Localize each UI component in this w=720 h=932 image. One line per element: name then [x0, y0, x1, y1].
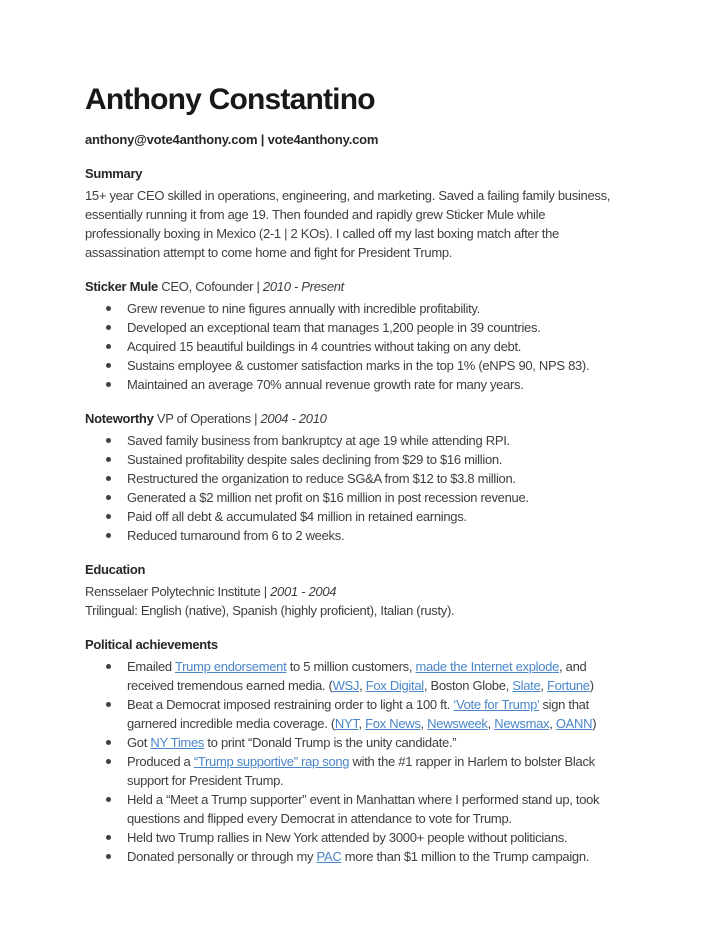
- text-run: Donated personally or through my: [127, 848, 317, 864]
- text-run: Saved family business from bankruptcy at age 19 while attending RPI.: [127, 432, 510, 448]
- heading-bold-text: Noteworthy: [85, 410, 154, 426]
- text-run: Emailed: [127, 658, 175, 674]
- italic-text: 2004 - 2010: [260, 410, 327, 426]
- text-line: [85, 243, 650, 262]
- link-oann[interactable]: OANN: [555, 715, 593, 731]
- text-run: Beat a Democrat imposed restraining order to light a 100 ft.: [127, 696, 454, 712]
- bullet-item: [85, 828, 650, 847]
- bullet-line: [127, 733, 650, 752]
- bullet-list: [85, 431, 650, 545]
- link-trump-endorsement[interactable]: Trump endorsement: [174, 658, 287, 674]
- section-education: [85, 560, 650, 620]
- link-vote-for-trump[interactable]: ‘Vote for Trump’: [453, 696, 540, 712]
- text-line: [85, 582, 650, 601]
- text-run: professionally boxing in Mexico (2-1 | 2 KOs). I called off my last boxing match after the: [85, 225, 559, 241]
- section-political-achievements: [85, 635, 650, 866]
- bullet-line: [127, 318, 650, 337]
- bullet-item: [85, 450, 650, 469]
- bullet-line: [127, 507, 650, 526]
- text-run: ,: [359, 677, 366, 693]
- section-heading-sticker-mule: [85, 277, 650, 296]
- bullet-line: [127, 809, 650, 828]
- text-run: Acquired 15 beautiful buildings in 4 countries without taking on any debt.: [127, 338, 522, 354]
- link-trump-supportive-rap-song[interactable]: “Trump supportive” rap song: [193, 753, 350, 769]
- bullet-item: [85, 337, 650, 356]
- text-run: , Boston Globe,: [423, 677, 513, 693]
- text-run: Sustains employee & customer satisfaction marks in the top 1% (eNPS 90, NPS 83).: [127, 357, 590, 373]
- bullet-item: [85, 752, 650, 790]
- text-run: received tremendous earned media. (: [127, 677, 333, 693]
- text-run: Paid off all debt & accumulated $4 million in retained earnings.: [127, 508, 467, 524]
- section-summary: [85, 164, 650, 262]
- link-fortune[interactable]: Fortune: [547, 677, 590, 693]
- text-line: [85, 205, 650, 224]
- text-run: Reduced turnaround from 6 to 2 weeks.: [127, 527, 345, 543]
- text-run: 15+ year CEO skilled in operations, engineering, and marketing. Saved a failing family business,: [85, 187, 611, 203]
- section-sticker-mule: [85, 277, 650, 394]
- bullet-line: [127, 526, 650, 545]
- link-wsj[interactable]: WSJ: [332, 677, 360, 693]
- bullet-item: [85, 507, 650, 526]
- text-line: [85, 224, 650, 243]
- link-fox-digital[interactable]: Fox Digital: [365, 677, 424, 693]
- link-slate[interactable]: Slate: [512, 677, 541, 693]
- text-run: Rensselaer Polytechnic Institute |: [85, 583, 271, 599]
- bullet-line: [127, 469, 650, 488]
- contact-line: anthony@vote4anthony.com | vote4anthony.com: [85, 131, 379, 147]
- bullet-line: [127, 375, 650, 394]
- bullet-item: [85, 733, 650, 752]
- bullet-item: [85, 299, 650, 318]
- bullet-list: [85, 657, 650, 866]
- section-heading-political-achievements: [85, 635, 650, 654]
- bullet-line: [127, 695, 650, 714]
- bullet-line: [127, 676, 650, 695]
- text-run: Sustained profitability despite sales declining from $29 to $16 million.: [127, 451, 503, 467]
- bullet-item: [85, 695, 650, 733]
- bullet-item: [85, 847, 650, 866]
- bullet-line: [127, 450, 650, 469]
- bullet-line: [127, 790, 650, 809]
- link-fox-news[interactable]: Fox News: [365, 715, 421, 731]
- heading-bold-text: Summary: [85, 165, 143, 181]
- bullet-line: [127, 771, 650, 790]
- heading-bold-text: Education: [85, 561, 146, 577]
- text-run: essentially running it from age 19. Then founded and rapidly grew Sticker Mule while: [85, 206, 546, 222]
- bullet-item: [85, 431, 650, 450]
- heading-bold-text: Political achievements: [85, 636, 218, 652]
- text-run: Maintained an average 70% annual revenue growth rate for many years.: [127, 376, 524, 392]
- text-run: to 5 million customers,: [286, 658, 416, 674]
- text-run: ): [592, 715, 597, 731]
- bullet-item: [85, 375, 650, 394]
- text-line: [85, 601, 650, 620]
- bullet-item: [85, 318, 650, 337]
- text-run: questions and flipped every Democrat in attendance to vote for Trump.: [127, 810, 512, 826]
- text-run: to print “Donald Trump is the unity candidate.”: [204, 734, 457, 750]
- text-run: garnered incredible media coverage. (: [127, 715, 335, 731]
- text-run: assassination attempt to come home and fight for President Trump.: [85, 244, 453, 260]
- bullet-line: [127, 847, 650, 866]
- text-run: support for President Trump.: [127, 772, 284, 788]
- link-nyt[interactable]: NYT: [334, 715, 359, 731]
- heading-bold-text: Sticker Mule: [85, 278, 158, 294]
- bullet-line: [127, 337, 650, 356]
- bullet-list: [85, 299, 650, 394]
- section-heading-noteworthy: [85, 409, 650, 428]
- link-pac[interactable]: PAC: [316, 848, 342, 864]
- bullet-line: [127, 356, 650, 375]
- text-run: VP of Operations |: [153, 410, 261, 426]
- bullet-line: [127, 488, 650, 507]
- bullet-line: [127, 752, 650, 771]
- text-run: ,: [540, 677, 548, 693]
- text-run: sign that: [539, 696, 589, 712]
- text-run: ,: [549, 715, 556, 731]
- link-made-the-internet-explode[interactable]: made the Internet explode: [415, 658, 560, 674]
- link-newsmax[interactable]: Newsmax: [494, 715, 550, 731]
- section-noteworthy: [85, 409, 650, 545]
- text-run: ,: [420, 715, 428, 731]
- bullet-item: [85, 488, 650, 507]
- section-heading-summary: [85, 164, 650, 183]
- text-run: Grew revenue to nine figures annually with incredible profitability.: [127, 300, 480, 316]
- text-run: ,: [358, 715, 366, 731]
- section-heading-education: [85, 560, 650, 579]
- text-run: Got: [127, 734, 151, 750]
- text-run: Held a “Meet a Trump supporter” event in Manhattan where I performed stand up, took: [127, 791, 600, 807]
- bullet-line: [127, 657, 650, 676]
- text-run: Held two Trump rallies in New York attended by 3000+ people without politicians.: [127, 829, 568, 845]
- text-run: with the #1 rapper in Harlem to bolster Black: [349, 753, 595, 769]
- text-run: CEO, Cofounder |: [158, 278, 263, 294]
- text-run: ): [589, 677, 594, 693]
- text-run: Produced a: [127, 753, 194, 769]
- bullet-line: [127, 299, 650, 318]
- bullet-item: [85, 469, 650, 488]
- text-run: Restructured the organization to reduce SG&A from $12 to $3.8 million.: [127, 470, 516, 486]
- bullet-item: [85, 356, 650, 375]
- italic-text: 2010 - Present: [262, 278, 344, 294]
- link-ny-times[interactable]: NY Times: [150, 734, 205, 750]
- bullet-line: [127, 828, 650, 847]
- text-line: [85, 186, 650, 205]
- bullet-item: [85, 790, 650, 828]
- text-run: Generated a $2 million net profit on $16 million in post recession revenue.: [127, 489, 529, 505]
- text-run: Trilingual: English (native), Spanish (highly proficient), Italian (rusty).: [85, 602, 455, 618]
- bullet-item: [85, 526, 650, 545]
- text-run: ,: [487, 715, 495, 731]
- sections-container: [85, 164, 650, 866]
- text-run: more than $1 million to the Trump campaign.: [341, 848, 590, 864]
- text-run: , and: [559, 658, 587, 674]
- bullet-line: [127, 714, 650, 733]
- bullet-item: [85, 657, 650, 695]
- text-run: Developed an exceptional team that manages 1,200 people in 39 countries.: [127, 319, 541, 335]
- person-name: Anthony Constantino: [85, 83, 375, 116]
- bullet-line: [127, 431, 650, 450]
- italic-text: 2001 - 2004: [270, 583, 337, 599]
- link-newsweek[interactable]: Newsweek: [427, 715, 488, 731]
